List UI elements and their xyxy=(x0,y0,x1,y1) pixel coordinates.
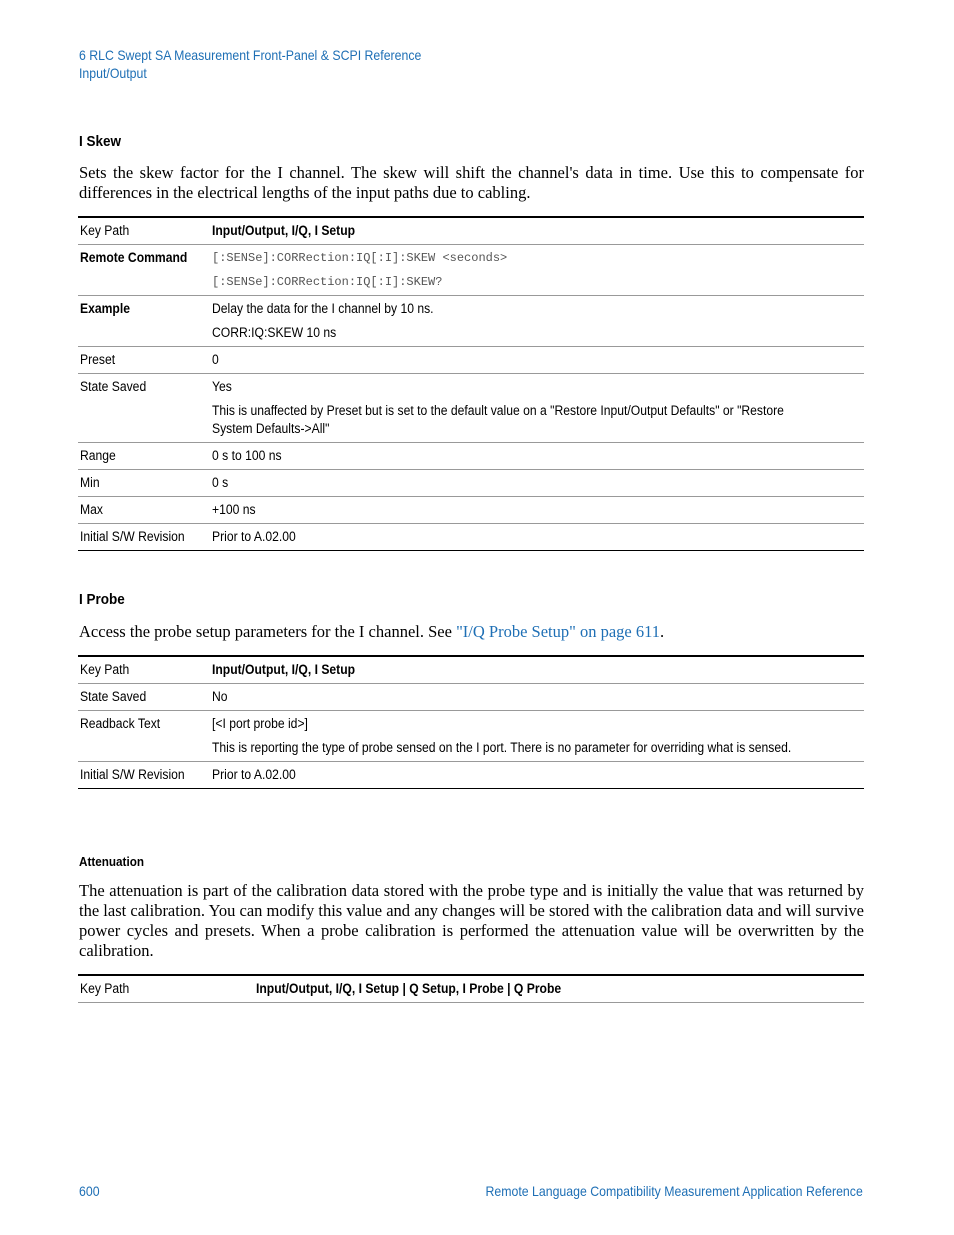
document-title: Remote Language Compatibility Measurement Application Reference xyxy=(485,1183,863,1199)
iprobe-description-text: Access the probe setup parameters for the I channel. See xyxy=(79,622,457,641)
min-value: 0 s xyxy=(212,475,229,490)
iskew-table xyxy=(78,216,864,551)
readback-value: [<I port probe id>] xyxy=(212,716,308,731)
table-row xyxy=(78,656,864,684)
key-path-label: Key Path xyxy=(80,981,130,996)
key-path-value: Input/Output, I/Q, I Setup xyxy=(212,223,356,238)
table-row xyxy=(78,684,864,711)
running-header xyxy=(79,46,421,82)
iskew-description: Sets the skew factor for the I channel. The skew will shift the channel's data in time. Use this to compensate for differences in the electrical lengths of the input paths due to cabling. xyxy=(79,163,864,202)
readback-note: This is reporting the type of probe sensed on the I port. There is no parameter for overriding what is sensed. xyxy=(212,740,792,755)
state-saved-note: This is unaffected by Preset but is set to the default value on a "Restore Input/Output Defaults" or "Restore System Defaults->All" xyxy=(212,403,784,436)
section-heading: Input/Output xyxy=(79,65,147,81)
iprobe-title: I Probe xyxy=(79,591,125,608)
attenuation-title: Attenuation xyxy=(79,854,144,869)
table-row xyxy=(78,497,864,524)
table-row xyxy=(78,217,864,245)
remote-command-set: [:SENSe]:CORRection:IQ[:I]:SKEW <seconds> xyxy=(212,251,508,265)
table-row xyxy=(78,245,864,296)
table-row xyxy=(78,374,864,443)
remote-command-query: [:SENSe]:CORRection:IQ[:I]:SKEW? xyxy=(212,275,443,289)
remote-command-label: Remote Command xyxy=(80,250,188,265)
readback-label: Readback Text xyxy=(80,716,161,731)
table-row xyxy=(78,470,864,497)
revision-label: Initial S/W Revision xyxy=(80,529,185,544)
page-number: 600 xyxy=(79,1183,100,1199)
table-row xyxy=(78,975,864,1003)
preset-label: Preset xyxy=(80,352,116,367)
range-label: Range xyxy=(80,448,116,463)
iprobe-description xyxy=(79,622,864,642)
max-label: Max xyxy=(80,502,103,517)
revision-label: Initial S/W Revision xyxy=(80,767,185,782)
example-description: Delay the data for the I channel by 10 ns. xyxy=(212,301,434,316)
iq-probe-setup-link[interactable]: "I/Q Probe Setup" on page 611 xyxy=(456,622,661,641)
example-label: Example xyxy=(80,301,130,316)
iprobe-description-end: . xyxy=(660,622,665,641)
max-value: +100 ns xyxy=(212,502,256,517)
iprobe-table xyxy=(78,655,864,789)
table-row xyxy=(78,296,864,347)
table-row xyxy=(78,762,864,789)
attenuation-description: The attenuation is part of the calibration data stored with the probe type and is initially the value that was returned by the last calibration. You can modify this value and any changes will be stored with the calibration data and will survive power cycles and presets. When a probe calibration is performed the attenuation value will be overwritten by the calibration. xyxy=(79,881,864,960)
attenuation-table xyxy=(78,974,864,1003)
key-path-value: Input/Output, I/Q, I Setup xyxy=(212,662,356,677)
example-command: CORR:IQ:SKEW 10 ns xyxy=(212,325,337,340)
iskew-title: I Skew xyxy=(79,133,122,150)
state-saved-label: State Saved xyxy=(80,379,147,394)
revision-value: Prior to A.02.00 xyxy=(212,767,296,782)
table-row xyxy=(78,524,864,551)
key-path-value: Input/Output, I/Q, I Setup | Q Setup, I Probe | Q Probe xyxy=(256,981,562,996)
key-path-label: Key Path xyxy=(80,223,130,238)
range-value: 0 s to 100 ns xyxy=(212,448,282,463)
preset-value: 0 xyxy=(212,352,219,367)
table-row xyxy=(78,711,864,762)
chapter-heading: 6 RLC Swept SA Measurement Front-Panel & SCPI Reference xyxy=(79,47,422,63)
revision-value: Prior to A.02.00 xyxy=(212,529,296,544)
state-saved-value: Yes xyxy=(212,379,232,394)
state-saved-label: State Saved xyxy=(80,689,147,704)
min-label: Min xyxy=(80,475,100,490)
table-row xyxy=(78,443,864,470)
key-path-label: Key Path xyxy=(80,662,130,677)
state-saved-value: No xyxy=(212,689,228,704)
table-row xyxy=(78,347,864,374)
